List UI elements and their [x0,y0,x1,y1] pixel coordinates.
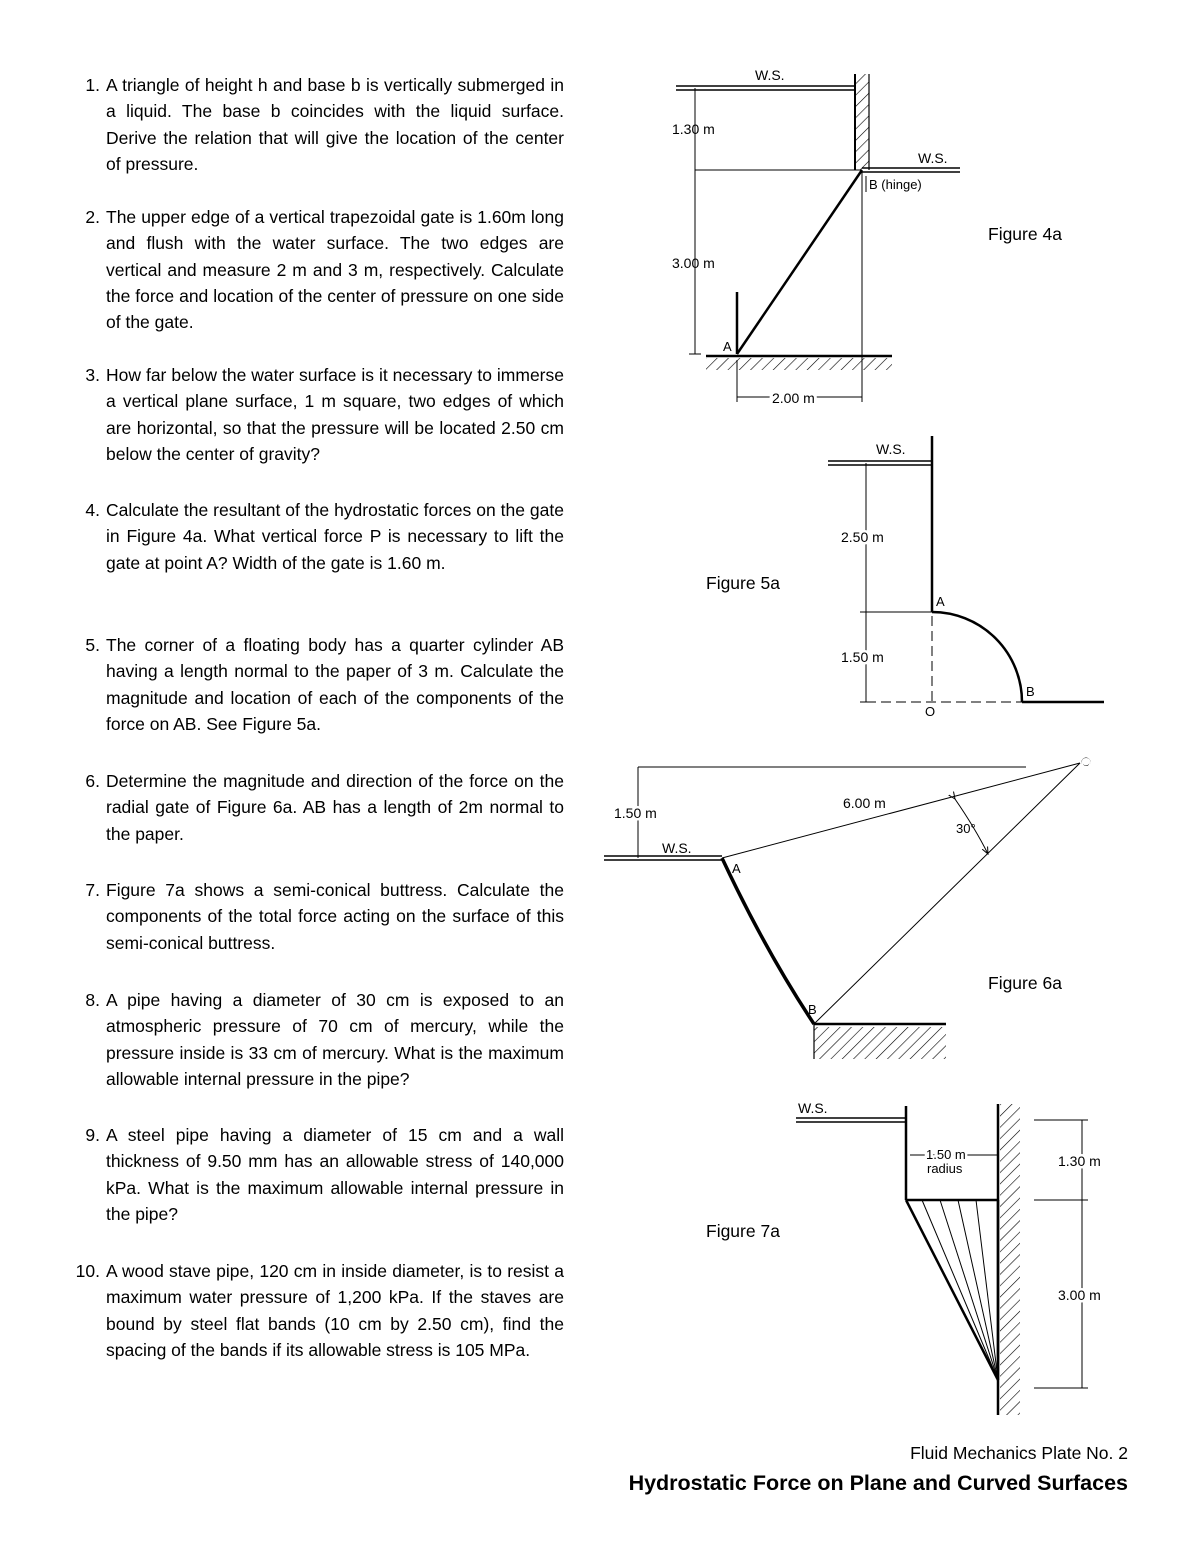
fig4-dim-top: 1.30 m [672,121,715,137]
problem-text: The corner of a floating body has a quarter cylinder AB having a length normal to the paper of 3 m. Calculate the magnitude and location of each of the components of the force on AB. See Figure 5a. [106,635,564,734]
problem-text: Calculate the resultant of the hydrostatic forces on the gate in Figure 4a. What vertical force P is necessary to lift the gate at point A? Width of the gate is 1.60 m. [106,500,564,573]
problem-text: A pipe having a diameter of 30 cm is exposed to an atmospheric pressure of 70 cm of mercury, while the pressure inside is 33 cm of mercury. What is the maximum allowable internal pressure in the pipe? [106,990,564,1089]
problem-text: A wood stave pipe, 120 cm in inside diameter, is to resist a maximum water pressure of 1,200 kPa. If the staves are bound by steel flat bands (10 cm by 2.50 cm), find the spacing of the bands if its allowable stress is 105 MPa. [106,1261,564,1360]
fig6-label-o: O [1081,755,1092,770]
fig7-dim-lower: 3.00 m [1058,1287,1101,1303]
problem-number: 7. [85,880,100,900]
problem-text: Determine the magnitude and direction of the force on the radial gate of Figure 6a. AB has a length of 2m normal to the paper. [106,771,564,844]
fig4-label-b: B (hinge) [869,177,922,192]
fig7-ws: W.S. [798,1100,828,1116]
problem-text: The upper edge of a vertical trapezoidal gate is 1.60m long and flush with the water surface. The two edges are vertical and measure 2 m and 3 m, respectively. Calculate the force and location of the center of pressure on one side of the gate. [106,207,564,333]
figure-6a-title: Figure 6a [988,973,1062,993]
figure-5a-title: Figure 5a [706,573,780,593]
problem-number: 4. [85,500,100,520]
fig7-dim-radius-2: radius [927,1161,963,1176]
fig6-label-b: B [808,1002,817,1017]
problem-number: 3. [85,365,100,385]
fig5-label-a: A [936,594,945,609]
footer-subtitle: Fluid Mechanics Plate No. 2 [910,1443,1128,1463]
fig6-label-a: A [732,861,741,876]
figure-7a-title: Figure 7a [706,1221,780,1241]
fig4-dim-left: 3.00 m [672,255,715,271]
fig4-ws-top: W.S. [755,67,785,83]
problem-text: Figure 7a shows a semi-conical buttress. Calculate the components of the total force acting on the surface of this semi-conical buttress. [106,880,564,953]
fig6-angle: 30° [956,821,976,836]
footer-title: Hydrostatic Force on Plane and Curved Surfaces [628,1471,1128,1495]
fig4-dim-bottom: 2.00 m [772,390,815,406]
figure-4a-title: Figure 4a [988,224,1062,244]
figure-6a [604,763,1080,1059]
fig5-ws: W.S. [876,441,906,457]
fig7-dim-radius-1: 1.50 m [926,1147,966,1162]
fig6-dim-radius: 6.00 m [843,795,886,811]
problem-number: 5. [85,635,100,655]
problem-number: 6. [85,771,100,791]
fig5-dim-upper: 2.50 m [841,529,884,545]
fig5-dim-lower: 1.50 m [841,649,884,665]
problem-number: 2. [85,207,100,227]
fig5-label-b: B [1026,684,1035,699]
fig5-label-o: O [925,704,936,719]
fig6-ws: W.S. [662,840,692,856]
fig4-ws-right: W.S. [918,150,948,166]
problem-number: 9. [85,1125,100,1145]
problem-text: How far below the water surface is it necessary to immerse a vertical plane surface, 1 m square, two edges of which are horizontal, so that the pressure will be located 2.50 cm below the center of gravity? [106,365,564,464]
problem-text: A triangle of height h and base b is vertically submerged in a liquid. The base b coincides with the liquid surface. Derive the relation that will give the location of the center of pressure. [106,75,564,174]
fig6-dim-left: 1.50 m [614,805,657,821]
problem-text: A steel pipe having a diameter of 15 cm and a wall thickness of 9.50 mm has an allowable stress of 140,000 kPa. What is the maximum allowable internal pressure in the pipe? [106,1125,564,1224]
fig7-dim-upper: 1.30 m [1058,1153,1101,1169]
problem-number: 10. [75,1261,100,1281]
fig4-label-a: A [723,339,732,354]
problem-number: 8. [85,990,100,1010]
figure-4a [676,74,960,402]
problem-number: 1. [85,75,100,95]
